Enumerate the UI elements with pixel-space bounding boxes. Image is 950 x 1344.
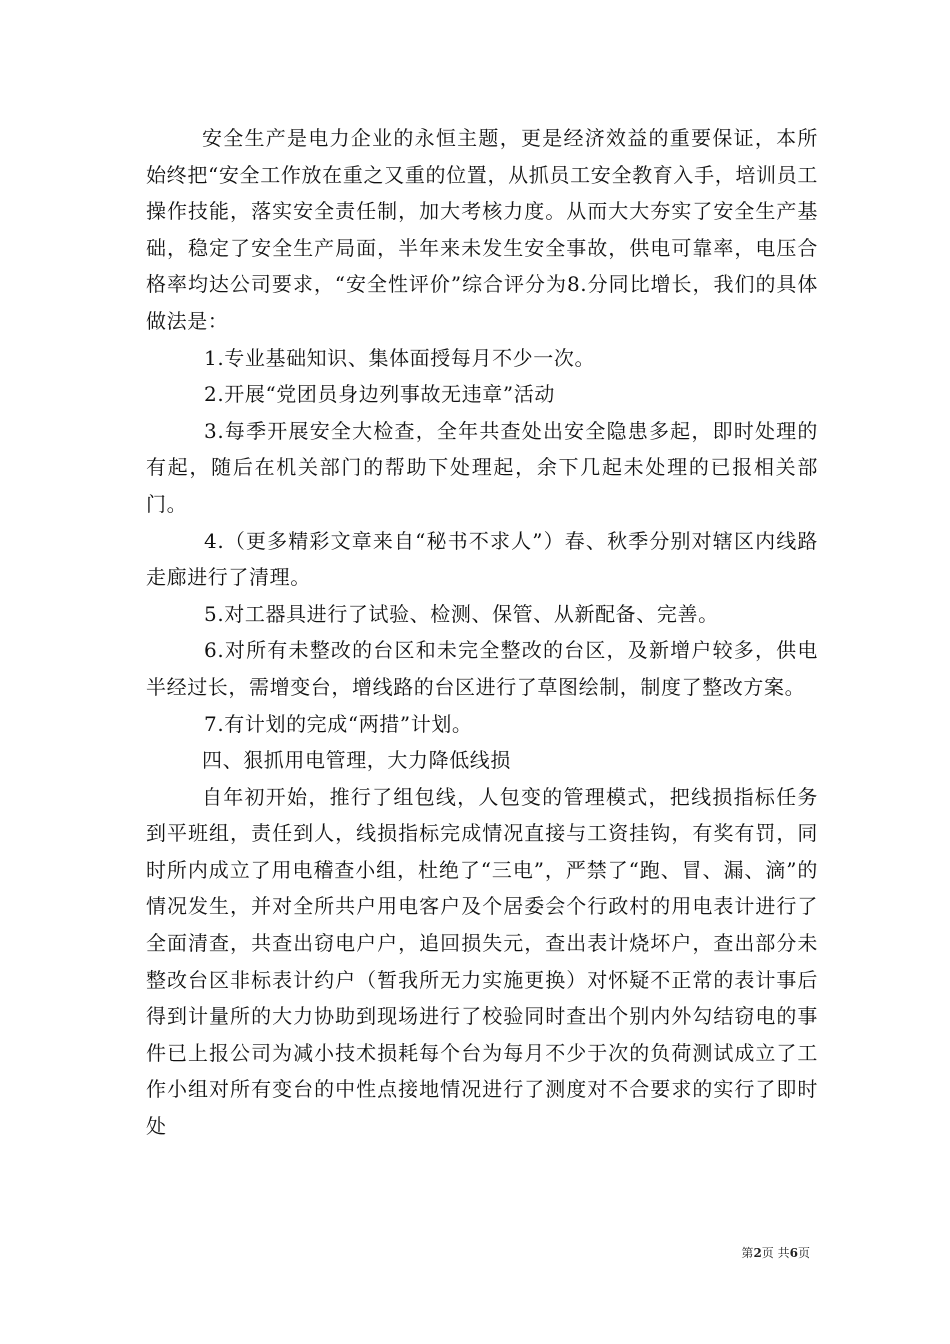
paragraph-line-loss: 自年初开始，推行了组包线，人包变的管理模式，把线损指标任务到平班组，责任到人，线损指标完成情况直接与工资挂钩，有奖有罚，同时所内成立了用电稽查小组，杜绝了“三电”，严禁了“跑、冒、漏、滴”的情况发生，并对全所共户用电客户及个居委会个行政村的用电表计进行了全面清查，共查出窃电户户，追回损失元，查出表计烧坏户，查出部分未整改台区非标表计约户（暂我所无力实施更换）对怀疑不正常的表计事后得到计量所的大力协助到现场进行了校验同时查出个别内外勾结窃电的事件已上报公司为减小技术损耗每个台为每月不少于次的负荷测试成立了工作小组对所有变台的中性点接地情况进行了测度对不合要求的实行了即时处 [146, 784, 818, 1139]
list-item-3: 3.每季开展安全大检查，全年共查处出安全隐患多起，即时处理的有起，随后在机关部门的帮助下处理起，余下几起未处理的已报相关部门。 [146, 418, 818, 516]
footer-total-pages: 6 [789, 1246, 798, 1260]
list-item-1: 1.专业基础知识、集体面授每月不少一次。 [204, 345, 596, 370]
paragraph-safety-intro: 安全生产是电力企业的永恒主题，更是经济效益的重要保证，本所始终把“安全工作放在重之又重的位置，从抓员工安全教育入手，培训员工操作技能，落实安全责任制，加大考核力度。从而大大夯实了安全生产基础，稳定了安全生产局面，半年来未发生安全事故，供电可靠率，电压合格率均达公司要求，“安全性评价”综合评分为8.分同比增长，我们的具体做法是： [146, 126, 818, 333]
footer-current-page: 2 [753, 1246, 762, 1260]
list-item-2: 2.开展“党团员身边列事故无违章”活动 [204, 382, 555, 407]
page-footer [700, 1245, 810, 1261]
list-item-5: 5.对工器具进行了试验、检测、保管、从新配备、完善。 [204, 601, 719, 626]
footer-middle: 页 共 [761, 1246, 790, 1260]
list-item-4: 4.（更多精彩文章来自“秘书不求人”）春、秋季分别对辖区内线路走廊进行了清理。 [146, 528, 818, 590]
footer-suffix: 页 [797, 1246, 810, 1260]
list-item-6: 6.对所有未整改的台区和未完全整改的台区，及新增户较多，供电半经过长，需增变台，增线路的台区进行了草图绘制，制度了整改方案。 [146, 638, 818, 699]
document-body [146, 120, 818, 1145]
list-item-7: 7.有计划的完成“两措”计划。 [204, 711, 473, 736]
footer-prefix: 第 [741, 1246, 754, 1260]
section-heading-4: 四、狠抓用电管理，大力降低线损 [202, 748, 511, 773]
